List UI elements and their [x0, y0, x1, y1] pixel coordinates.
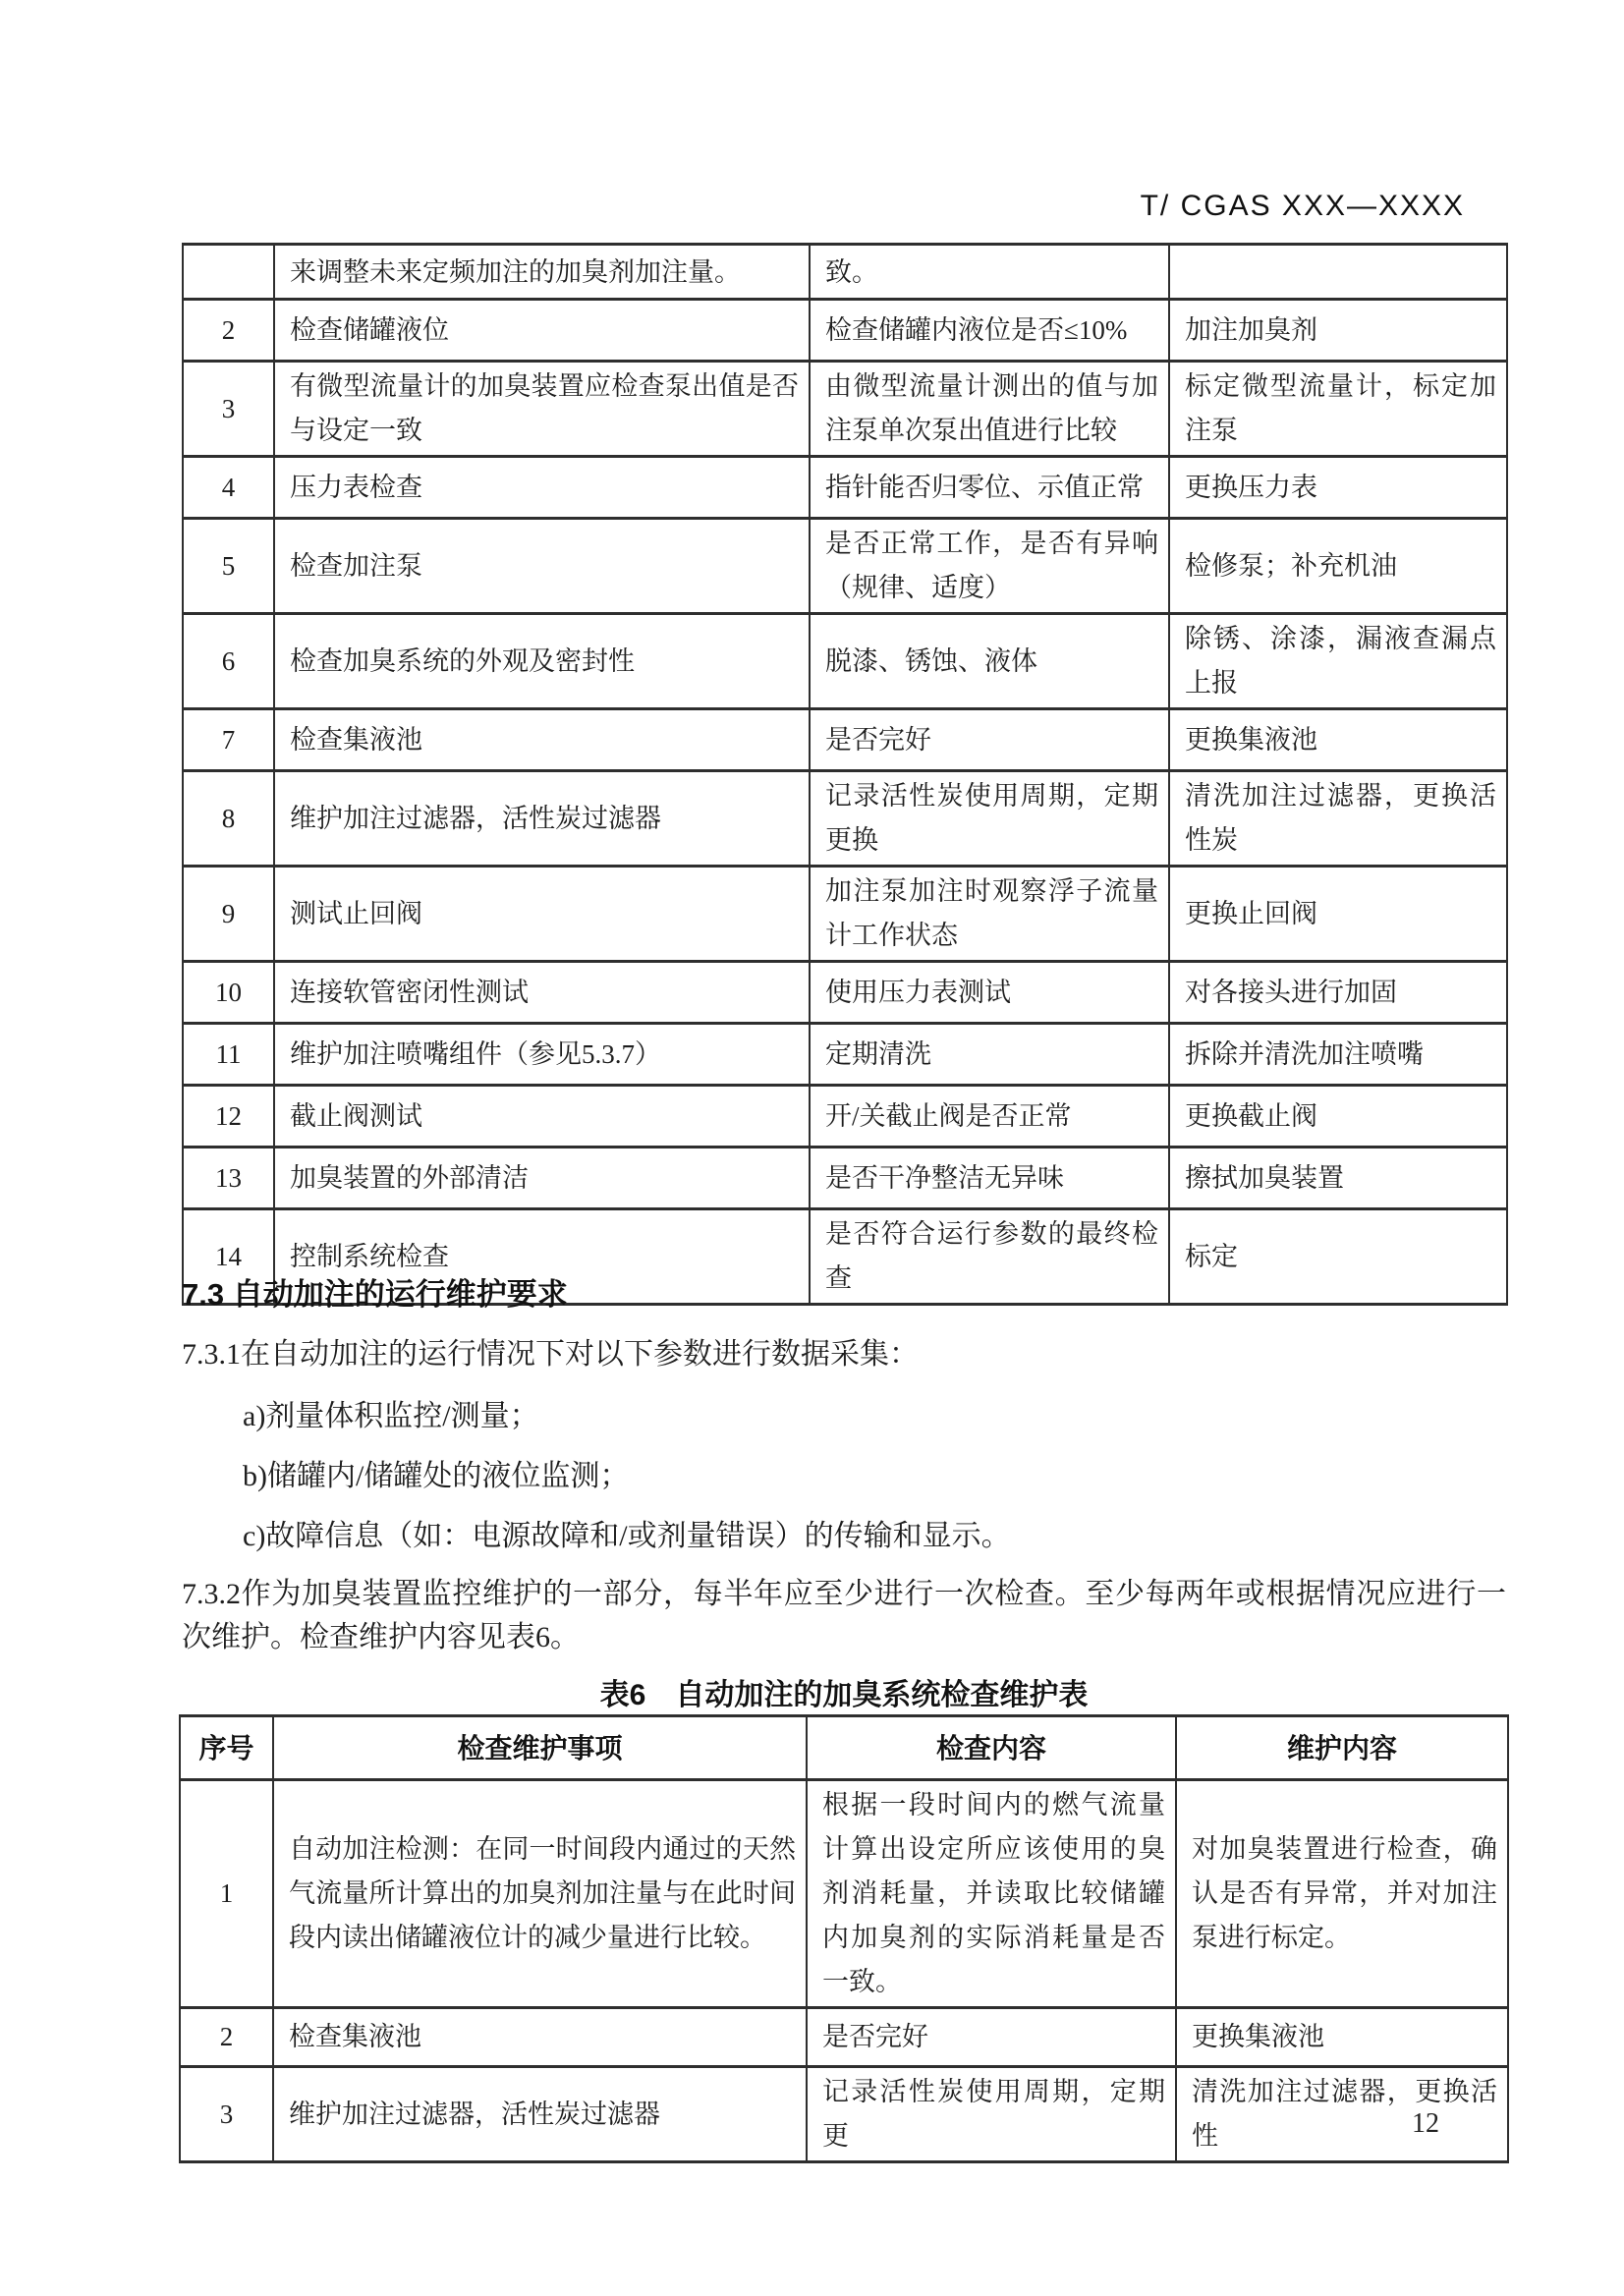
- col-header-check: 检查内容: [807, 1716, 1176, 1780]
- cell-item: 维护加注过滤器，活性炭过滤器: [274, 771, 810, 867]
- cell-maint: 更换截止阀: [1169, 1086, 1507, 1148]
- cell-check: 开/关截止阀是否正常: [810, 1086, 1169, 1148]
- table-row: [183, 867, 1507, 962]
- cell-item: 自动加注检测：在同一时间段内通过的天然气流量所计算出的加臭剂加注量与在此时间段内读出储罐液位计的减少量进行比较。: [273, 1780, 807, 2008]
- col-header-seq: 序号: [180, 1716, 273, 1780]
- cell-seq: 2: [183, 300, 274, 362]
- cell-item: 维护加注喷嘴组件（参见5.3.7）: [274, 1024, 810, 1086]
- cell-maint: 清洗加注过滤器，更换活性炭: [1169, 771, 1507, 867]
- cell-item: 检查加臭系统的外观及密封性: [274, 614, 810, 709]
- list-item-a: a)剂量体积监控/测量；: [243, 1400, 539, 1432]
- paragraph-7-3-1: 7.3.1在自动加注的运行情况下对以下参数进行数据采集：: [182, 1338, 919, 1371]
- cell-maint: 检修泵；补充机油: [1169, 519, 1507, 614]
- cell-check: 是否完好: [807, 2008, 1176, 2067]
- cell-seq: 3: [183, 362, 274, 457]
- cell-maint: 更换集液池: [1176, 2008, 1508, 2067]
- list-item-b: b)储罐内/储罐处的液位监测；: [243, 1460, 630, 1492]
- cell-seq: 14: [183, 1209, 274, 1305]
- cell-maint: 拆除并清洗加注喷嘴: [1169, 1024, 1507, 1086]
- cell-item: 来调整未来定频加注的加臭剂加注量。: [274, 245, 810, 300]
- cell-check: 记录活性炭使用周期，定期更换: [810, 771, 1169, 867]
- cell-item: 检查储罐液位: [274, 300, 810, 362]
- cell-item: 检查集液池: [274, 709, 810, 771]
- table6-auto-injection-maintenance: [179, 1714, 1509, 2163]
- table-row: [183, 962, 1507, 1024]
- cell-maint: 擦拭加臭装置: [1169, 1148, 1507, 1209]
- cell-check: 根据一段时间内的燃气流量计算出设定所应该使用的臭剂消耗量，并读取比较储罐内加臭剂的实际消耗量是否一致。: [807, 1780, 1176, 2008]
- cell-seq: 8: [183, 771, 274, 867]
- table6-caption: 表6 自动加注的加臭系统检查维护表: [599, 1679, 1089, 1711]
- table-row: [180, 2008, 1508, 2067]
- cell-item: 连接软管密闭性测试: [274, 962, 810, 1024]
- table-row: [183, 245, 1507, 300]
- cell-seq: 2: [180, 2008, 273, 2067]
- cell-seq: [183, 245, 274, 300]
- cell-check: 检查储罐内液位是否≤10%: [810, 300, 1169, 362]
- cell-check: 定期清洗: [810, 1024, 1169, 1086]
- cell-item: 维护加注过滤器，活性炭过滤器: [273, 2067, 807, 2162]
- table-row: [183, 1024, 1507, 1086]
- cell-maint: 清洗加注过滤器，更换活性: [1176, 2067, 1508, 2162]
- cell-maint: 标定微型流量计，标定加注泵: [1169, 362, 1507, 457]
- list-item-c: c)故障信息（如：电源故障和/或剂量错误）的传输和显示。: [243, 1520, 1011, 1552]
- maintenance-table-continued: [182, 243, 1508, 1306]
- cell-check: 是否符合运行参数的最终检查: [810, 1209, 1169, 1305]
- table-row: [183, 519, 1507, 614]
- cell-check: 加注泵加注时观察浮子流量计工作状态: [810, 867, 1169, 962]
- cell-item: 检查加注泵: [274, 519, 810, 614]
- table-row: [180, 1780, 1508, 2008]
- cell-maint: 更换集液池: [1169, 709, 1507, 771]
- cell-item: 测试止回阀: [274, 867, 810, 962]
- cell-seq: 9: [183, 867, 274, 962]
- cell-seq: 11: [183, 1024, 274, 1086]
- cell-check: 由微型流量计测出的值与加注泵单次泵出值进行比较: [810, 362, 1169, 457]
- cell-maint: [1169, 245, 1507, 300]
- cell-seq: 6: [183, 614, 274, 709]
- cell-item: 检查集液池: [273, 2008, 807, 2067]
- table-row: [183, 771, 1507, 867]
- cell-check: 使用压力表测试: [810, 962, 1169, 1024]
- cell-seq: 13: [183, 1148, 274, 1209]
- table-header-row: [180, 1716, 1508, 1780]
- cell-maint: 更换压力表: [1169, 457, 1507, 519]
- cell-maint: 除锈、涂漆，漏液查漏点上报: [1169, 614, 1507, 709]
- table-row: [180, 2067, 1508, 2162]
- cell-seq: 5: [183, 519, 274, 614]
- paragraph-7-3-2: 7.3.2作为加臭装置监控维护的一部分，每半年应至少进行一次检查。至少每两年或根据情况应进行一次维护。检查维护内容见表6。: [182, 1578, 1506, 1653]
- cell-seq: 3: [180, 2067, 273, 2162]
- cell-item: 控制系统检查: [274, 1209, 810, 1305]
- table-row: [183, 1148, 1507, 1209]
- cell-seq: 12: [183, 1086, 274, 1148]
- cell-check: 致。: [810, 245, 1169, 300]
- cell-seq: 1: [180, 1780, 273, 2008]
- cell-check: 是否正常工作，是否有异响（规律、适度）: [810, 519, 1169, 614]
- section-heading-7-3: 7.3 自动加注的运行维护要求: [182, 1277, 568, 1312]
- table-row: [183, 709, 1507, 771]
- cell-maint: 标定: [1169, 1209, 1507, 1305]
- page-number: 12: [1412, 2108, 1439, 2139]
- cell-check: 是否完好: [810, 709, 1169, 771]
- cell-maint: 更换止回阀: [1169, 867, 1507, 962]
- cell-maint: 对各接头进行加固: [1169, 962, 1507, 1024]
- table-row: [183, 300, 1507, 362]
- col-header-maint: 维护内容: [1176, 1716, 1508, 1780]
- col-header-item: 检查维护事项: [273, 1716, 807, 1780]
- cell-seq: 7: [183, 709, 274, 771]
- cell-seq: 4: [183, 457, 274, 519]
- cell-item: 加臭装置的外部清洁: [274, 1148, 810, 1209]
- cell-check: 脱漆、锈蚀、液体: [810, 614, 1169, 709]
- cell-maint: 对加臭装置进行检查，确认是否有异常，并对加注泵进行标定。: [1176, 1780, 1508, 2008]
- cell-check: 是否干净整洁无异味: [810, 1148, 1169, 1209]
- cell-item: 有微型流量计的加臭装置应检查泵出值是否与设定一致: [274, 362, 810, 457]
- table-row: [183, 457, 1507, 519]
- table-row: [183, 362, 1507, 457]
- cell-item: 截止阀测试: [274, 1086, 810, 1148]
- table-row: [183, 614, 1507, 709]
- cell-check: 指针能否归零位、示值正常: [810, 457, 1169, 519]
- cell-check: 记录活性炭使用周期，定期更: [807, 2067, 1176, 2162]
- cell-maint: 加注加臭剂: [1169, 300, 1507, 362]
- doc-standard-number: T/ CGAS XXX—XXXX: [1140, 190, 1465, 222]
- cell-seq: 10: [183, 962, 274, 1024]
- cell-item: 压力表检查: [274, 457, 810, 519]
- table-row: [183, 1086, 1507, 1148]
